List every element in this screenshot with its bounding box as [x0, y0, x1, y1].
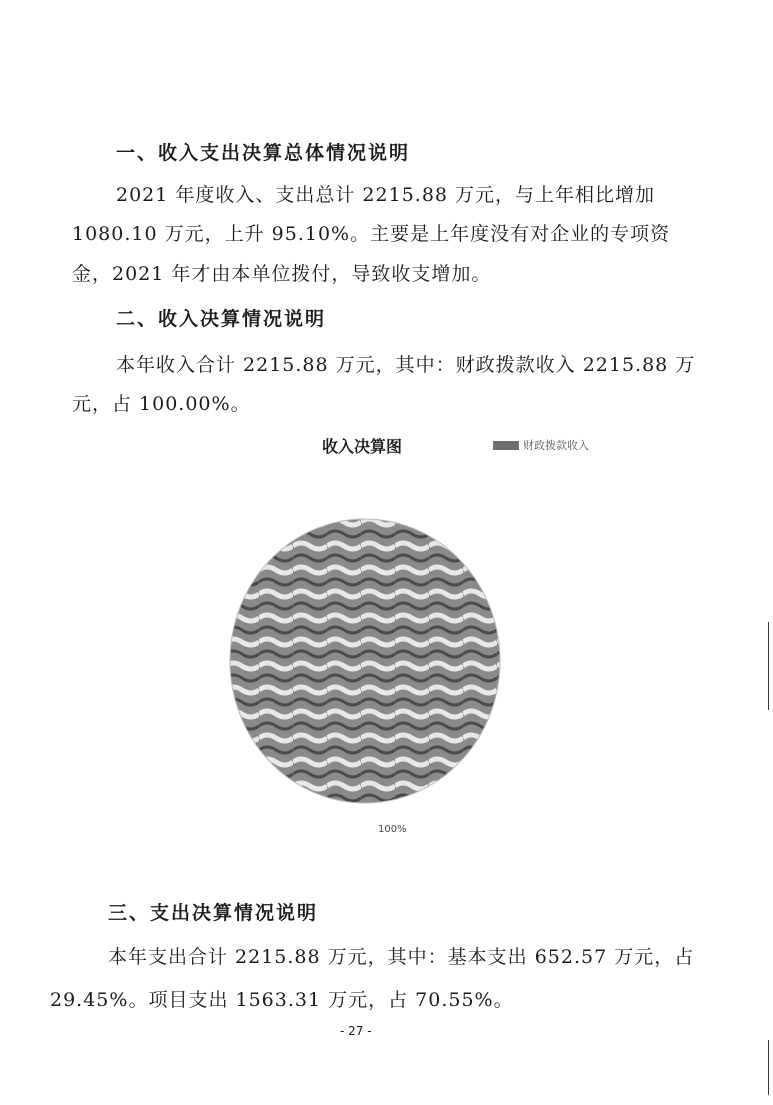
pie-area	[225, 516, 505, 806]
section-2-heading: 二、收入决算情况说明	[116, 308, 327, 330]
chart-title: 收入决算图	[322, 437, 403, 456]
pie-slice-财政拨款收入	[230, 519, 500, 803]
section-1-line-2: 1080.10 万元，上升 95.10%。主要是上年度没有对企业的专项资	[72, 223, 671, 245]
section-3-line-2: 29.45%。项目支出 1563.31 万元，占 70.55%。	[50, 989, 514, 1011]
pie-svg	[225, 516, 505, 806]
section-1-line-1: 2021 年度收入、支出总计 2215.88 万元，与上年相比增加	[116, 184, 656, 206]
section-3-line-1: 本年支出合计 2215.88 万元，其中：基本支出 652.57 万元，占	[108, 946, 695, 968]
pie-slices	[230, 519, 500, 803]
legend-label: 财政拨款收入	[523, 439, 589, 452]
legend-swatch	[493, 441, 519, 450]
page-number: - 27 -	[340, 1024, 372, 1038]
section-1-line-3: 金，2021 年才由本单位拨付，导致收支增加。	[72, 263, 492, 285]
scan-edge-mark	[768, 622, 769, 710]
scan-edge-mark	[768, 1040, 769, 1095]
pie-data-label: 100%	[378, 824, 407, 835]
section-2-line-1: 本年收入合计 2215.88 万元，其中：财政拨款收入 2215.88 万	[116, 354, 696, 376]
section-2-line-2: 元，占 100.00%。	[72, 393, 251, 415]
chart-legend	[493, 437, 589, 453]
section-1-heading: 一、收入支出决算总体情况说明	[116, 142, 411, 164]
section-3-heading: 三、支出决算情况说明	[108, 902, 319, 924]
